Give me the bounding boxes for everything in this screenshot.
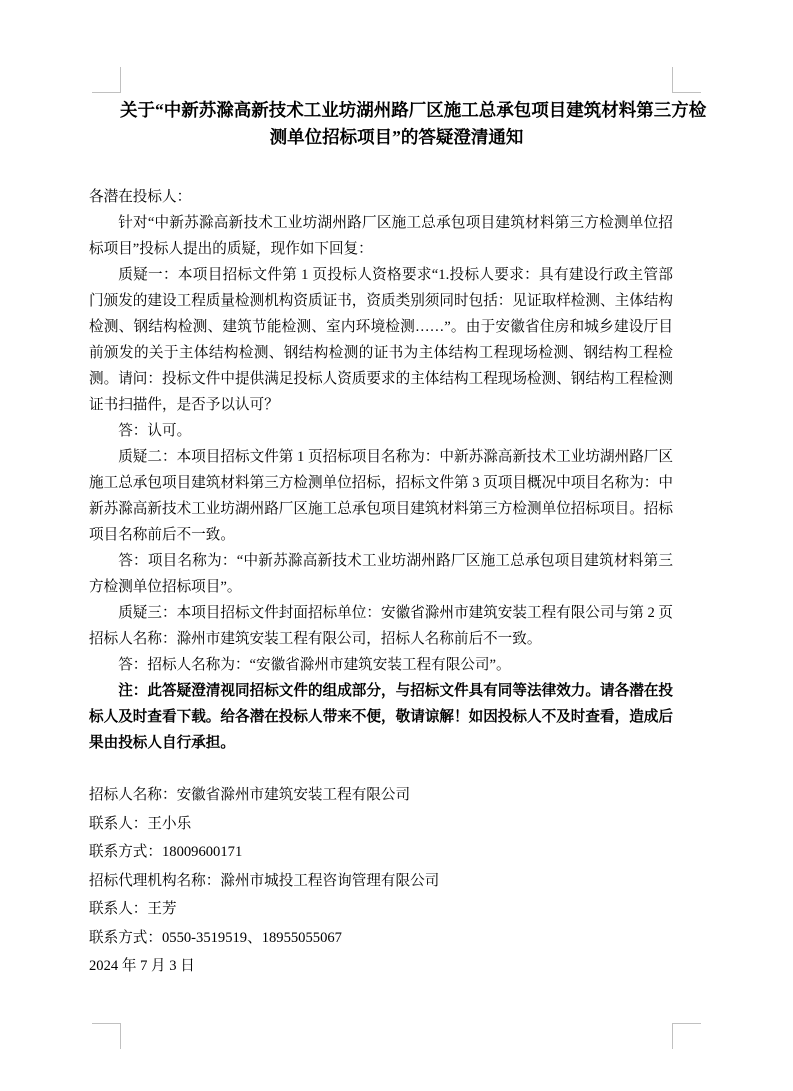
answer-3: 答：招标人名称为：“安徽省滁州市建筑安装工程有限公司”。 [118,657,511,673]
contact-phone-1: 联系方式：18009600171 [89,844,243,860]
crop-mark-bottom-right [672,1023,701,1049]
document-date: 2024 年 7 月 3 日 [89,958,195,974]
agency-name: 招标代理机构名称：滁州市城投工程咨询管理有限公司 [89,872,440,889]
tenderer-name: 招标人名称：安徽省滁州市建筑安装工程有限公司 [89,787,411,803]
document-content [89,97,707,981]
note-paragraph: 注：此答疑澄清视同招标文件的组成部分，与招标文件具有同等法律效力。请各潜在投标人及时查看下载。给各潜在投标人带来不便，敬请谅解！如因投标人不及时查看，造成后果由投标人自行承担。 [89,683,673,751]
question-1: 质疑一：本项目招标文件第 1 页投标人资格要求“1.投标人要求：具有建设行政主管部门颁发的建设工程质量检测机构资质证书，资质类别须同时包括：见证取样检测、主体结构检测、钢结构检测、建筑节能检测、室内环境检测……”。由于安徽省住房和城乡建设厅目前颁发的关于主体结构检测、钢结构检测的证书为主体结构工程现场检测、钢结构工程检测。请问：投标文件中提供满足投标人资质要求的主体结构工程现场检测、钢结构工程检测证书扫描件，是否予以认可？ [89,267,673,413]
question-3: 质疑三：本项目招标文件封面招标单位：安徽省滁州市建筑安装工程有限公司与第 2 页招标人名称：滁州市建筑安装工程有限公司，招标人名称前后不一致。 [89,605,673,647]
salutation: 各潜在投标人： [89,189,192,205]
body-paragraphs [89,210,673,756]
contact-person-1: 联系人：王小乐 [89,815,192,832]
contact-phone-2: 联系方式：0550-3519519、18955055067 [89,929,342,946]
crop-mark-bottom-left [92,1023,121,1049]
contact-person-2: 联系人：王芳 [89,901,177,917]
answer-1: 答：认可。 [118,423,192,439]
answer-2: 答：项目名称为：“中新苏滁高新技术工业坊湖州路厂区施工总承包项目建筑材料第三方检测单位招标项目”。 [89,553,673,595]
document-title [120,97,707,151]
intro-paragraph: 针对“中新苏滁高新技术工业坊湖州路厂区施工总承包项目建筑材料第三方检测单位招标项目”投标人提出的质疑，现作如下回复： [89,215,673,257]
crop-mark-top-right [672,67,701,93]
title-line: 测单位招标项目”的答疑澄清通知 [269,127,524,147]
title-line: 关于“中新苏滁高新技术工业坊湖州路厂区施工总承包项目建筑材料第三方检 [120,100,707,120]
contact-block [89,781,673,981]
question-2: 质疑二：本项目招标文件第 1 页招标项目名称为：中新苏滁高新技术工业坊湖州路厂区施工总承包项目建筑材料第三方检测单位招标，招标文件第 3 页项目概况中项目名称为：中新苏滁高新技术工业坊湖州路厂区施工总承包项目建筑材料第三方检测单位招标项目。招标项目名称前后不一致。 [89,449,673,543]
crop-mark-top-left [92,67,121,93]
